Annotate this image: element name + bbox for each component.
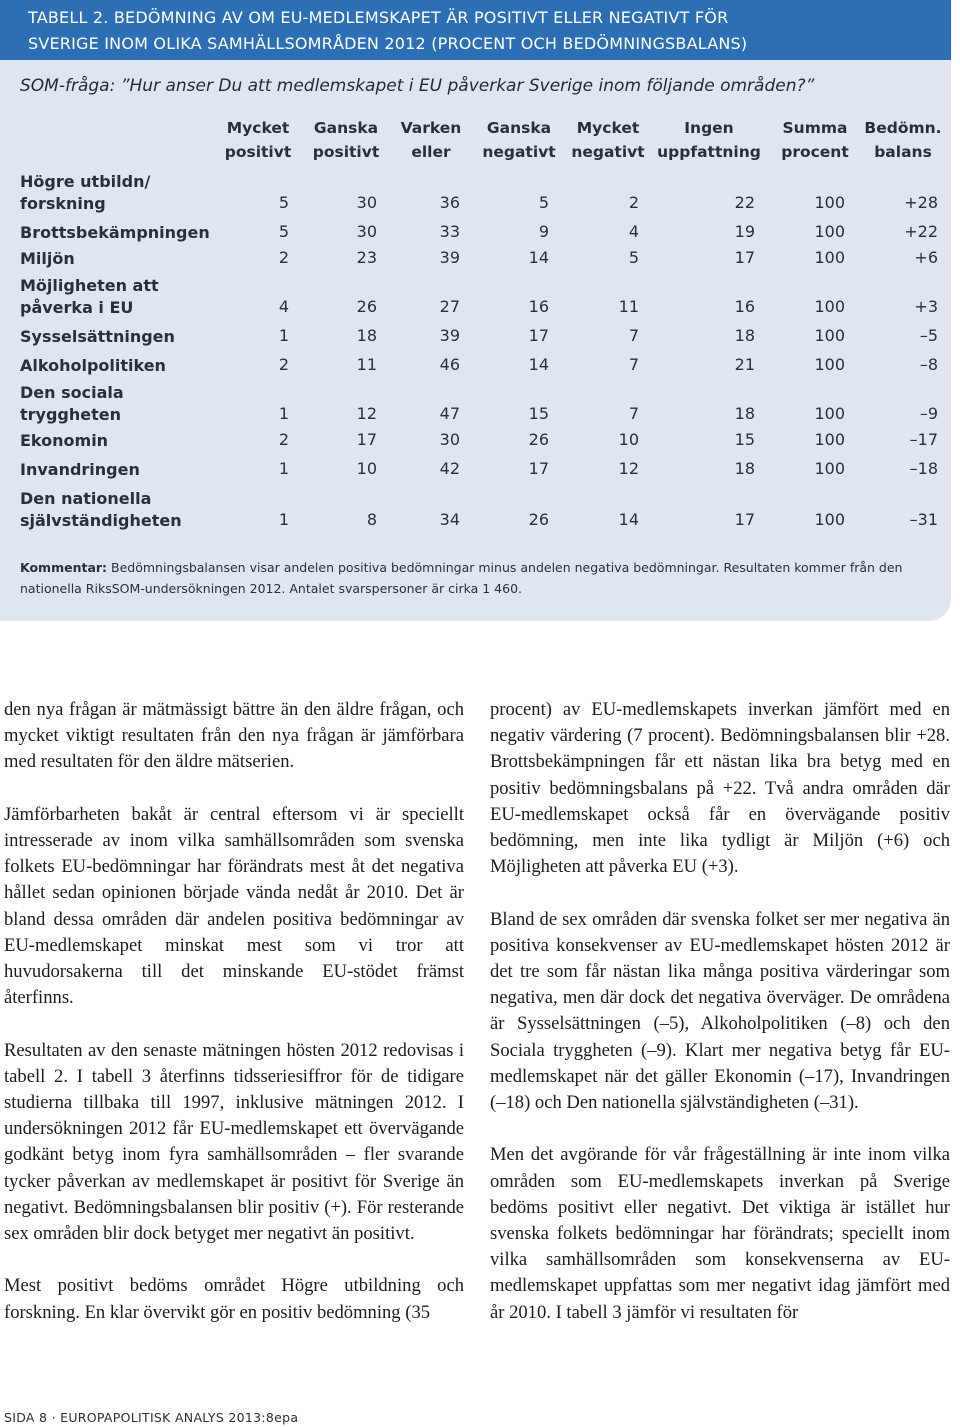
row-label-line: Den nationella: [20, 489, 152, 508]
row-label: [20, 430, 108, 452]
table-cell: 4: [278, 297, 289, 316]
paragraph: procent) av EU-medlemskapets inverkan jämfört med en negativ värdering (7 procent). Bedömningsbalansen blir +28. Brottsbekämpningen får ett nästan lika bra betyg med en positiv bedömningsbalans på +22. Två andra områden där EU-medlemskapet också får en övervägande positiv bedömning, men inte lika tydligt är Miljön (+6) och Möjligheten att påverka EU (+3).: [490, 699, 950, 878]
table-cell: 100: [814, 297, 845, 316]
table-cell: 39: [439, 248, 460, 267]
row-label: [20, 382, 124, 426]
paragraph: Bland de sex områden där svenska folket ser mer negativa än positiva konsekvenser av EU-medlemskapet hösten 2012 är det tre som får nästan lika många positiva värderingar som negativa, men där dock det negativa överväger. De områdena är Sysselsättningen (–5), Alkoholpolitiken (–8) och den Sociala tryggheten (–9). Klart mer negativa betyg får EU-medlemskapet när det gäller Ekonomin (–17), Invandringen (–18) och Den nationella självständigheten (–31).: [490, 908, 950, 1114]
table-cell: 21: [734, 355, 755, 374]
table-cell: 19: [734, 222, 755, 241]
table-cell: 1: [278, 459, 289, 478]
column-header-line: negativt: [482, 143, 556, 161]
table-cell: 100: [814, 326, 845, 345]
table-cell: –9: [919, 404, 938, 423]
table-cell: 12: [356, 404, 377, 423]
table-cell: 27: [439, 297, 460, 316]
table-cell: 2: [278, 248, 289, 267]
table-cell: 34: [439, 510, 460, 529]
table-cell: 30: [356, 222, 377, 241]
column-header-line: Varken: [400, 119, 462, 137]
table-cell: 1: [278, 326, 289, 345]
table-cell: 15: [528, 404, 549, 423]
row-label: [20, 222, 210, 244]
table-cell: 17: [528, 459, 549, 478]
table-cell: 7: [628, 404, 639, 423]
table-cell: 46: [439, 355, 460, 374]
table-cell: 9: [538, 222, 549, 241]
table-cell: 100: [814, 459, 845, 478]
comment-label: Kommentar:: [20, 560, 108, 575]
table-cell: 12: [618, 459, 639, 478]
table-cell: 5: [278, 193, 289, 212]
table-cell: 100: [814, 193, 845, 212]
paragraph: den nya frågan är mätmässigt bättre än den äldre frågan, och mycket viktigt resultaten från den nya frågan är jämförbara med resultaten för den äldre mätserien.: [4, 699, 464, 773]
table-cell: 30: [356, 193, 377, 212]
row-label: [20, 488, 182, 532]
table-cell: 10: [618, 430, 639, 449]
row-label-line: Sysselsättningen: [20, 327, 175, 346]
table-cell: 100: [814, 222, 845, 241]
table-cell: 15: [734, 430, 755, 449]
table-cell: 11: [618, 297, 639, 316]
column-header-line: eller: [411, 143, 451, 161]
table-cell: 18: [734, 326, 755, 345]
row-label-line: tryggheten: [20, 405, 122, 424]
row-label: [20, 248, 75, 270]
row-label-line: självständigheten: [20, 511, 182, 530]
table-cell: 100: [814, 248, 845, 267]
table-cell: 39: [439, 326, 460, 345]
column-header-line: balans: [874, 143, 932, 161]
table-cell: 30: [439, 430, 460, 449]
table-cell: –31: [909, 510, 938, 529]
paragraph: Jämförbarheten bakåt är central eftersom vi är speciellt intresserade av inom vilka samhällsområden som svenska folkets EU-bedömningar har förändrats mest åt det negativa hållet sedan opinionen började vända nedåt år 2010. Det är bland dessa områden där andelen positiva bedömningar av EU-medlemskapet minskat mest som vi tror att huvudorsakerna till det minskande EU-stödet främst återfinns.: [4, 803, 464, 1009]
table-title-bar: [0, 0, 951, 60]
table-cell: –5: [919, 326, 938, 345]
table-title-line-1: TABELL 2. BEDÖMNING AV OM EU-MEDLEMSKAPET ÄR POSITIVT ELLER NEGATIVT FÖR: [28, 8, 729, 27]
paragraph: Mest positivt bedöms området Högre utbildning och forskning. En klar övervikt gör en positiv bedömning (35: [4, 1275, 464, 1323]
table-cell: 36: [439, 193, 460, 212]
paragraph: Men det avgörande för vår frågeställning är inte inom vilka områden som EU-medlemskapets inverkan på Sverige bedöms positivt eller negativt. Det viktiga är istället hur svenska folkets bedömningar har förändrats; speciellt inom vilka samhällsområden som konsekvenserna av EU-medlemskapet uppfattas som mer negativt idag jämfört med år 2010. I tabell 3 jämför vi resultaten för: [490, 1144, 950, 1323]
row-label-line: Miljön: [20, 249, 75, 268]
table-box: [0, 0, 951, 621]
table-cell: 26: [528, 510, 549, 529]
table-cell: 33: [439, 222, 460, 241]
row-label: [20, 171, 150, 215]
survey-question: SOM-fråga: ”Hur anser Du att medlemskapet i EU påverkar Sverige inom följande områden?”: [20, 76, 815, 96]
table-cell: –8: [919, 355, 938, 374]
table-cell: –17: [909, 430, 938, 449]
body-column-right: [490, 697, 950, 1326]
table-cell: +6: [914, 248, 938, 267]
table-cell: 100: [814, 430, 845, 449]
column-header-line: procent: [781, 143, 849, 161]
table-cell: 18: [356, 326, 377, 345]
table-cell: 5: [628, 248, 639, 267]
table-comment: [20, 557, 935, 599]
table-cell: –18: [909, 459, 938, 478]
column-header-line: negativt: [571, 143, 645, 161]
comment-text: Bedömningsbalansen visar andelen positiva bedömningar minus andelen negativa bedömningar. Resultaten kommer från den nationella RiksSOM-undersökningen 2012. Antalet svarspersoner är cirka 1 460.: [20, 560, 903, 596]
column-header-line: uppfattning: [657, 143, 761, 161]
table-cell: 5: [538, 193, 549, 212]
table-cell: 26: [356, 297, 377, 316]
table-cell: 17: [528, 326, 549, 345]
table-cell: 42: [439, 459, 460, 478]
table-cell: 14: [528, 355, 549, 374]
table-cell: 26: [528, 430, 549, 449]
table-cell: 2: [628, 193, 639, 212]
table-cell: 7: [628, 355, 639, 374]
row-label-line: Ekonomin: [20, 431, 109, 450]
page-footer: SIDA 8 · EUROPAPOLITISK ANALYS 2013:8epa: [4, 1410, 299, 1425]
row-label-line: Högre utbildn/: [20, 172, 151, 191]
table-cell: 4: [628, 222, 639, 241]
table-cell: 17: [356, 430, 377, 449]
row-label: [20, 355, 166, 377]
column-header-line: Ganska: [313, 119, 379, 137]
table-cell: 17: [734, 510, 755, 529]
table-cell: 11: [356, 355, 377, 374]
table-cell: 17: [734, 248, 755, 267]
table-cell: +28: [904, 193, 938, 212]
body-column-left: [4, 697, 464, 1326]
column-header-line: Summa: [782, 119, 848, 137]
table-cell: 100: [814, 404, 845, 423]
column-header: [649, 116, 769, 164]
table-cell: 14: [528, 248, 549, 267]
column-header-line: Mycket: [576, 119, 640, 137]
table-cell: 18: [734, 459, 755, 478]
row-label-line: påverka i EU: [20, 298, 134, 317]
table-cell: 22: [734, 193, 755, 212]
row-label: [20, 326, 175, 348]
column-header-line: positivt: [224, 143, 292, 161]
table-cell: 1: [278, 510, 289, 529]
table-cell: 47: [439, 404, 460, 423]
table-cell: 2: [278, 355, 289, 374]
row-label-line: Invandringen: [20, 460, 140, 479]
row-label-line: Den sociala: [20, 383, 124, 402]
table-cell: 7: [628, 326, 639, 345]
column-header-line: Bedömn.: [864, 119, 942, 137]
column-header-line: positivt: [312, 143, 380, 161]
table-cell: 2: [278, 430, 289, 449]
row-label-line: Alkoholpolitiken: [20, 356, 166, 375]
table-cell: 14: [618, 510, 639, 529]
row-label-line: Möjligheten att: [20, 276, 159, 295]
table-cell: +3: [914, 297, 938, 316]
table-cell: 5: [278, 222, 289, 241]
row-label: [20, 275, 159, 319]
column-header-line: Ingen: [684, 119, 734, 137]
column-header-line: Mycket: [226, 119, 290, 137]
table-cell: 16: [528, 297, 549, 316]
table-cell: 1: [278, 404, 289, 423]
table-cell: 16: [734, 297, 755, 316]
table-cell: 100: [814, 510, 845, 529]
row-label-line: Brottsbekämpningen: [20, 223, 210, 242]
table-title-line-2: SVERIGE INOM OLIKA SAMHÄLLSOMRÅDEN 2012 (PROCENT OCH BEDÖMNINGSBALANS): [28, 34, 748, 53]
table-cell: 23: [356, 248, 377, 267]
paragraph: Resultaten av den senaste mätningen hösten 2012 redovisas i tabell 2. I tabell 3 återfinns tidsseriesiffror för de tidigare studierna tillbaka till 1997, inklusive mätningen 2012. I undersökningen 2012 får EU-medlemskapet ett övervägande godkänt betyg inom fyra samhällsområden – fler svarande tycker påverkan av medlemskapet är positivt för Sverige än negativt. Bedömningsbalansen blir positiv (+). För resterande sex områden blir dock betyget mer negativt än positivt.: [4, 1039, 464, 1245]
table-cell: 18: [734, 404, 755, 423]
row-label-line: forskning: [20, 194, 106, 213]
row-label: [20, 459, 140, 481]
table-cell: 10: [356, 459, 377, 478]
column-header-line: Ganska: [486, 119, 552, 137]
table-cell: +22: [904, 222, 938, 241]
table-cell: 100: [814, 355, 845, 374]
column-header: [843, 116, 960, 164]
table-cell: 8: [366, 510, 377, 529]
